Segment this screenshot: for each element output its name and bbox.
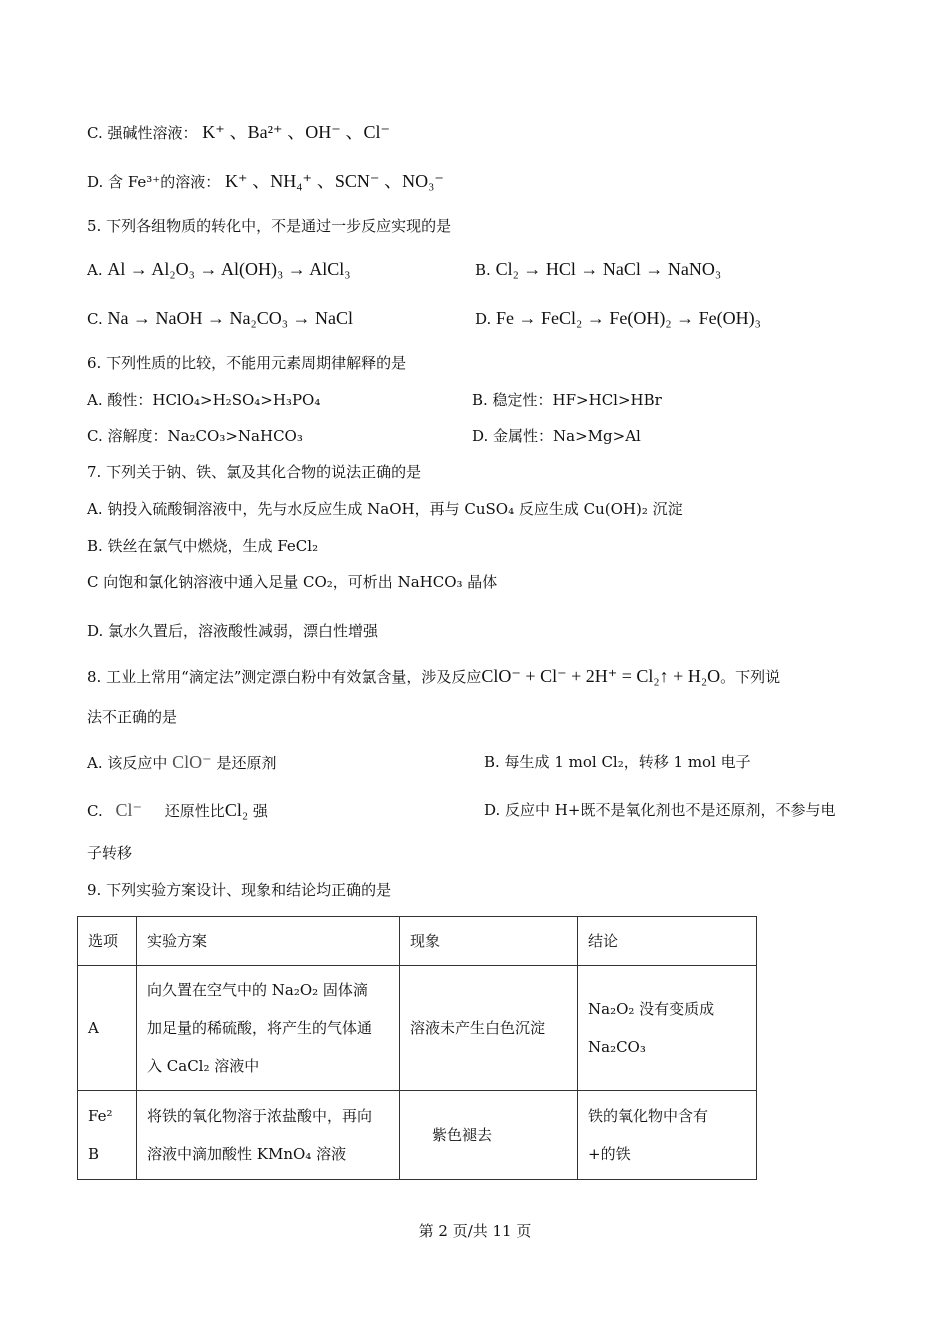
option-equation: Fe → FeCl₂ → Fe(OH)₂ → Fe(OH)₃ (496, 308, 761, 328)
table-header-row (78, 917, 757, 966)
option-equation: Na → NaOH → Na₂CO₃ → NaCl (107, 308, 354, 328)
q8-option-d-line2: 子转移 (87, 844, 133, 862)
ion-cl: Cl⁻ (115, 800, 143, 820)
q6-stem: 6. 下列性质的比较，不能用元素周期律解释的是 (87, 354, 407, 372)
q8-stem (87, 666, 780, 687)
q8-option-b: B. 每生成 1 mol Cl₂，转移 1 mol 电子 (484, 753, 751, 771)
option-text: 含 Fe³⁺的溶液： (108, 173, 221, 191)
ion-ba: 、Ba²⁺ (229, 122, 283, 142)
table-header: 现象 (400, 917, 578, 966)
cell-line: 入 CaCl₂ 溶液中 (147, 1057, 260, 1075)
q9-stem: 9. 下列实验方案设计、现象和结论均正确的是 (87, 881, 392, 899)
ion-oh: 、OH⁻ (287, 122, 341, 142)
stem-text-end: 。下列说 (720, 668, 781, 686)
q8-stem-line2: 法不正确的是 (87, 708, 178, 726)
q5-option-c (87, 308, 353, 329)
q8-option-d: D. 反应中 H+既不是氧化剂也不是还原剂，不参与电 (484, 801, 836, 819)
q5-option-a (87, 259, 351, 280)
option-label: D. (475, 310, 492, 328)
q7-option-c: C 向饱和氯化钠溶液中通入足量 CO₂，可析出 NaHCO₃ 晶体 (87, 573, 498, 591)
option-text: A. 该反应中 (87, 754, 168, 772)
option-text-end: 强 (252, 802, 268, 820)
reaction-equation: ClO⁻ + Cl⁻ + 2H⁺ = Cl₂↑ + H₂O (481, 666, 721, 686)
option-label: C. (87, 310, 103, 328)
q6-option-d: D. 金属性：Na>Mg>Al (472, 427, 641, 445)
cell-line: 加足量的稀硫酸，将产生的气体通 (147, 1019, 373, 1037)
q7-option-a: A. 钠投入硫酸铜溶液中，先与水反应生成 NaOH，再与 CuSO₄ 反应生成 Cu(OH)₂ 沉淀 (87, 500, 683, 518)
option-text: 还原性比 (164, 802, 225, 820)
q5-option-b (475, 259, 721, 280)
table-header: 实验方案 (137, 917, 400, 966)
q8-option-a (87, 752, 276, 773)
molecule-cl2: Cl₂ (224, 800, 249, 820)
ion-no3: 、NO₃⁻ (384, 171, 444, 191)
ion-scn: 、SCN⁻ (316, 171, 380, 191)
table-row (78, 966, 757, 1091)
table-cell-phenomenon: 紫色褪去 (400, 1091, 578, 1180)
cell-line: 将铁的氧化物溶于浓盐酸中，再向 (147, 1107, 373, 1125)
ion-cl: 、Cl⁻ (345, 122, 391, 142)
ion-nh4: 、NH₄⁺ (252, 171, 313, 191)
table-cell-option: Fe² B (78, 1091, 137, 1180)
ion-k: K⁺ (202, 122, 225, 142)
option-label: C. (87, 124, 103, 142)
table-cell-plan (137, 966, 400, 1091)
cell-line: 向久置在空气中的 Na₂O₂ 固体滴 (147, 981, 368, 999)
q5-option-d (475, 308, 761, 329)
cell-line: 铁的氧化物中含有 (588, 1107, 709, 1125)
q5-stem: 5. 下列各组物质的转化中，不是通过一步反应实现的是 (87, 217, 452, 235)
q4-option-d (87, 171, 444, 192)
q6-option-b: B. 稳定性：HF>HCl>HBr (472, 391, 662, 409)
cell-line: 溶液中滴加酸性 KMnO₄ 溶液 (147, 1145, 347, 1163)
cell-line: +的铁 (588, 1145, 631, 1163)
table-cell-plan (137, 1091, 400, 1180)
q7-stem: 7. 下列关于钠、铁、氯及其化合物的说法正确的是 (87, 463, 422, 481)
page-footer: 第 2 页/共 11 页 (418, 1222, 532, 1240)
option-equation: Cl₂ → HCl → NaCl → NaNO₃ (495, 259, 722, 279)
table-cell-phenomenon: 溶液未产生白色沉淀 (400, 966, 578, 1091)
option-label: C. (87, 802, 103, 820)
table-cell-conclusion (578, 966, 757, 1091)
q9-table (77, 916, 757, 1180)
q4-option-c (87, 122, 390, 143)
option-label: D. (87, 173, 104, 191)
table-cell-option: A (78, 966, 137, 1091)
cell-line: Na₂CO₃ (588, 1038, 646, 1056)
option-equation: Al → Al₂O₃ → Al(OH)₃ → AlCl₃ (107, 259, 351, 279)
q6-option-a: A. 酸性：HClO₄>H₂SO₄>H₃PO₄ (87, 391, 321, 409)
cell-line: Na₂O₂ 没有变质成 (588, 1000, 715, 1018)
option-text-end: 是还原剂 (216, 754, 277, 772)
ion-clo: ClO⁻ (172, 752, 212, 772)
q7-option-d: D. 氯水久置后，溶液酸性减弱，漂白性增强 (87, 622, 379, 640)
ion-k: K⁺ (225, 171, 248, 191)
table-header: 选项 (78, 917, 137, 966)
q6-option-c: C. 溶解度：Na₂CO₃>NaHCO₃ (87, 427, 303, 445)
q7-option-b: B. 铁丝在氯气中燃烧，生成 FeCl₂ (87, 537, 319, 555)
stem-text: 8. 工业上常用“滴定法”测定漂白粉中有效氯含量，涉及反应 (87, 668, 482, 686)
option-text: 强碱性溶液： (107, 124, 198, 142)
table-row (78, 1091, 757, 1180)
table-header: 结论 (578, 917, 757, 966)
option-label: A. (87, 261, 103, 279)
table-cell-conclusion (578, 1091, 757, 1180)
q8-option-c (87, 800, 268, 821)
option-label: B. (475, 261, 491, 279)
